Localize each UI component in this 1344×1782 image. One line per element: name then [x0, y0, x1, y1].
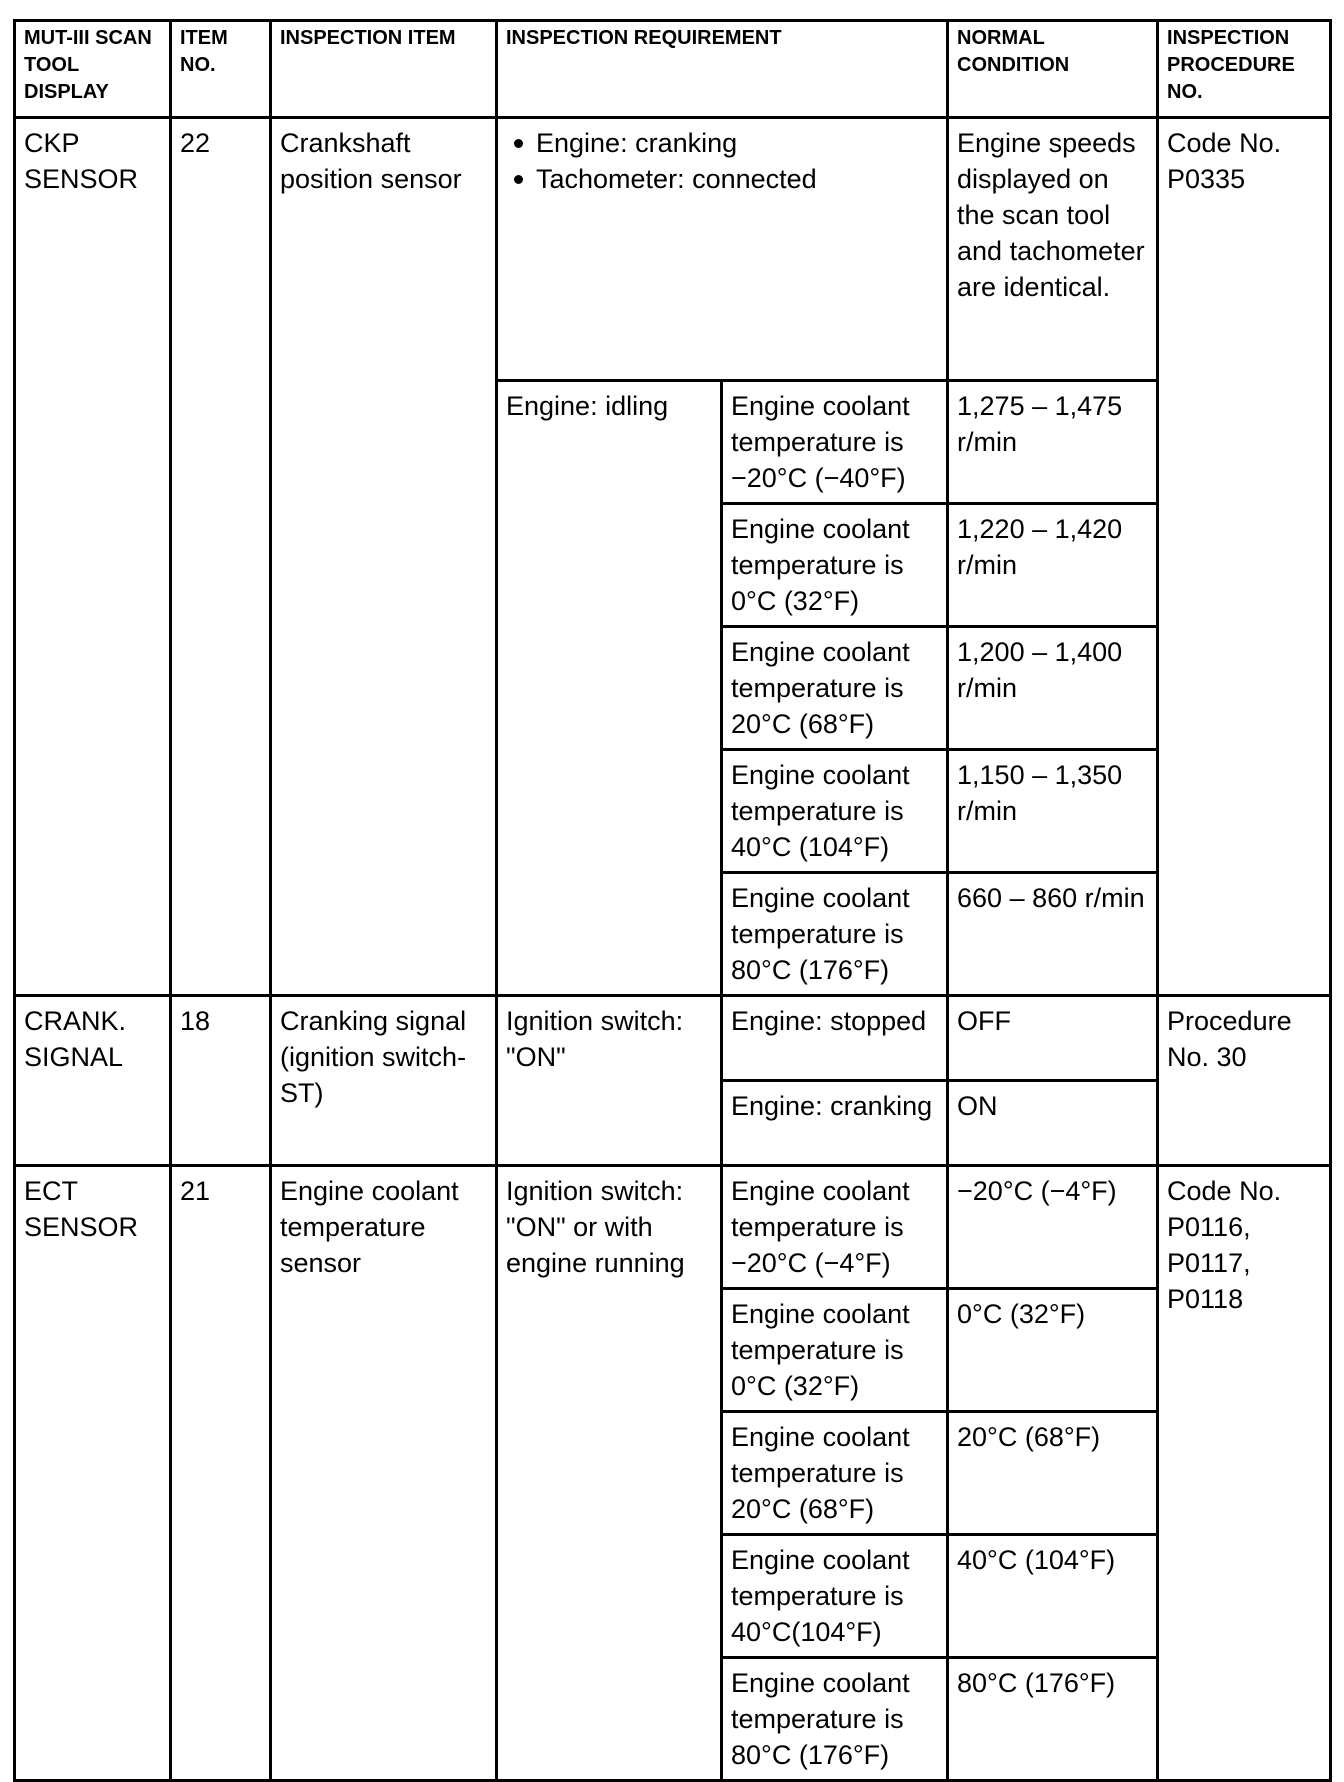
ckp-normal: 1,150 – 1,350 r/min: [948, 750, 1158, 873]
crank-normal: ON: [948, 1081, 1158, 1166]
ckp-normal-cranking: Engine speeds displayed on the scan tool and tachometer are identical.: [948, 118, 1158, 381]
ckp-normal: 1,220 – 1,420 r/min: [948, 504, 1158, 627]
ect-condition: Engine coolant temperature is −20°C (−4°F): [722, 1166, 948, 1289]
ect-normal: 40°C (104°F): [948, 1535, 1158, 1658]
ect-condition: Engine coolant temperature is 0°C (32°F): [722, 1289, 948, 1412]
header-procedure: INSPECTION PROCEDURE NO.: [1158, 21, 1331, 118]
header-requirement: INSPECTION REQUIREMENT: [497, 21, 948, 118]
crank-procedure: Procedure No. 30: [1158, 996, 1331, 1166]
crank-requirement: Ignition switch: "ON": [497, 996, 722, 1166]
ckp-condition: Engine coolant temperature is −20°C (−40°F): [722, 381, 948, 504]
crank-condition: Engine: stopped: [722, 996, 948, 1081]
table-row: [15, 118, 1331, 381]
ckp-normal: 660 – 860 r/min: [948, 873, 1158, 996]
ckp-condition: Engine coolant temperature is 40°C (104°F): [722, 750, 948, 873]
ckp-condition: Engine coolant temperature is 0°C (32°F): [722, 504, 948, 627]
crank-display: CRANK. SIGNAL: [15, 996, 171, 1166]
ect-item-no: 21: [171, 1166, 271, 1781]
ckp-bullet-list: [506, 125, 938, 197]
header-normal: NORMAL CONDITION: [948, 21, 1158, 118]
ect-normal: 80°C (176°F): [948, 1658, 1158, 1781]
ect-condition: Engine coolant temperature is 40°C(104°F): [722, 1535, 948, 1658]
crank-condition: Engine: cranking: [722, 1081, 948, 1166]
ckp-item-no: 22: [171, 118, 271, 996]
ckp-normal: 1,200 – 1,400 r/min: [948, 627, 1158, 750]
ect-normal: 20°C (68°F): [948, 1412, 1158, 1535]
list-item: Tachometer: connected: [506, 161, 938, 197]
ect-condition: Engine coolant temperature is 20°C (68°F): [722, 1412, 948, 1535]
ect-item: Engine coolant temperature sensor: [271, 1166, 497, 1781]
ckp-procedure: Code No. P0335: [1158, 118, 1331, 996]
ckp-condition: Engine coolant temperature is 80°C (176°F): [722, 873, 948, 996]
table-row: [15, 1166, 1331, 1289]
ect-display: ECT SENSOR: [15, 1166, 171, 1781]
header-inspection-item: INSPECTION ITEM: [271, 21, 497, 118]
ckp-item: Crankshaft position sensor: [271, 118, 497, 996]
crank-item-no: 18: [171, 996, 271, 1166]
ect-normal: −20°C (−4°F): [948, 1166, 1158, 1289]
ckp-idle-label: Engine: idling: [497, 381, 722, 996]
ckp-condition: Engine coolant temperature is 20°C (68°F): [722, 627, 948, 750]
header-item-no: ITEM NO.: [171, 21, 271, 118]
ckp-display: CKP SENSOR: [15, 118, 171, 996]
crank-normal: OFF: [948, 996, 1158, 1081]
crank-item: Cranking signal (ignition switch-ST): [271, 996, 497, 1166]
table-row: [15, 996, 1331, 1081]
list-item: Engine: cranking: [506, 125, 938, 161]
ckp-requirement: [497, 118, 948, 381]
inspection-table: [13, 19, 1332, 1782]
ect-condition: Engine coolant temperature is 80°C (176°F): [722, 1658, 948, 1781]
ect-procedure: Code No. P0116, P0117, P0118: [1158, 1166, 1331, 1781]
header-display: MUT-III SCAN TOOL DISPLAY: [15, 21, 171, 118]
ect-requirement: Ignition switch: "ON" or with engine running: [497, 1166, 722, 1781]
header-row: [15, 21, 1331, 118]
ckp-normal: 1,275 – 1,475 r/min: [948, 381, 1158, 504]
ect-normal: 0°C (32°F): [948, 1289, 1158, 1412]
